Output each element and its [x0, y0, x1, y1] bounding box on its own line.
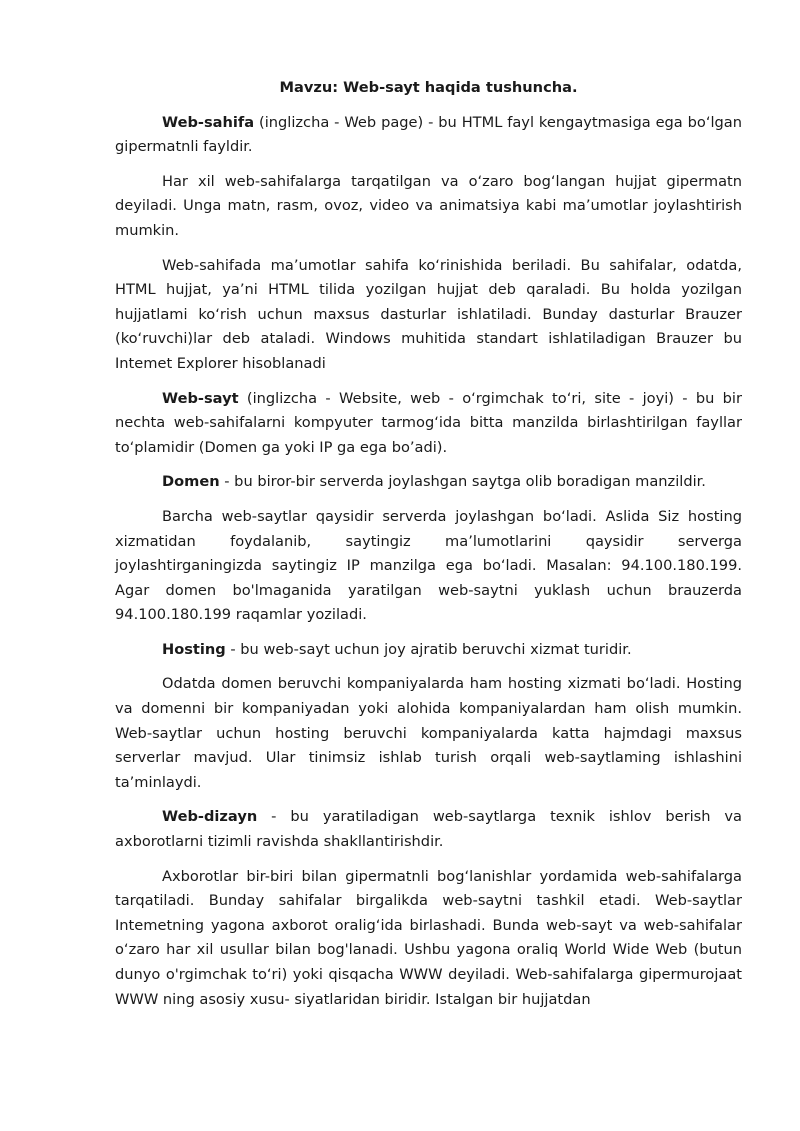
paragraph-web-sahifa: [115, 111, 742, 160]
term-domen: Domen: [162, 473, 220, 491]
paragraph-text: Web-sahifada ma’umotlar sahifa ko‘rinishida beriladi. Bu sahifalar, odatda, HTML hujjat, ya’ni HTML tilida yozilgan hujjat deb qaraladi. Bu holda yozilgan hujjatlami ko‘rish uchun maxsus dasturlar ishlatiladi. Bunday dasturlar Brauzer (ko‘ruvchi)lar deb ataladi. Windows muhitida standart ishlatiladigan Brauzer bu Intemet Explorer hisoblanadi: [115, 256, 742, 372]
paragraph-text: - bu yaratiladigan web-saytlarga texnik ishlov berish va axborotlarni tizimli ravishda shakllantirishdir.: [115, 808, 742, 851]
document-page: [115, 76, 742, 1022]
term-hosting: Hosting: [162, 640, 226, 658]
paragraph-text: Har xil web-sahifalarga tarqatilgan va o‘zaro bog‘langan hujjat gipermatn deyiladi. Unga matn, rasm, ovoz, video va animatsiya kabi ma’umotlar joylashtirish mumkin.: [115, 172, 742, 239]
paragraph-domen: [115, 470, 742, 495]
paragraph-text: Odatda domen beruvchi kompaniyalarda ham hosting xizmati bo‘ladi. Hosting va domenni bir kompaniyadan yoki alohida kompaniyalardan ham olish mumkin. Web-saytlar uchun hosting beruvchi kompaniyalarda katta hajmdagi maxsus serverlar mavjud. Ular tinimsiz ishlab turish orqali web-saytlaming ishlashini ta’minlaydi.: [115, 675, 742, 791]
paragraph-hosting: [115, 638, 742, 663]
paragraph-text: - bu biror-bir serverda joylashgan saytga olib boradigan manzildir.: [219, 473, 706, 491]
term-web-dizayn: Web-dizayn: [162, 808, 258, 826]
paragraph-hosting-kompaniya: [115, 672, 742, 795]
paragraph-text: (inglizcha - Web page) - bu HTML fayl kengaytmasiga ega bo‘lgan gipermatnli fayldir.: [115, 113, 742, 156]
paragraph-text: Axborotlar bir-biri bilan gipermatnli bog‘lanishlar yordamida web-sahifalarga tarqatiladi. Bunday sahifalar birgalikda web-saytni tashkil etadi. Web-saytlar Intemetning yagona axborot oralig‘ida birlashadi. Bunda web-sayt va web-sahifalar o‘zaro har xil usullar bilan bog'lanadi. Ushbu yagona oraliq World Wide Web (butun dunyo o'rgimchak to‘ri) yoki qisqacha WWW deyiladi. Web-sahifalarga gipermurojaat WWW ning asosiy xusu- siyatlaridan biridir. Istalgan bir hujjatdan: [115, 867, 742, 1008]
paragraph-text: (inglizcha - Website, web - o‘rgimchak to‘ri, site - joyi) - bu bir nechta web-sahifalarni kompyuter tarmog‘ida bitta manzilda birlashtirilgan fayllar to‘plamidir (Domen ga yoki IP ga ega bo’adi).: [115, 389, 742, 456]
paragraph-web-dizayn: [115, 805, 742, 854]
paragraph-text: - bu web-sayt uchun joy ajratib beruvchi xizmat turidir.: [225, 640, 632, 658]
paragraph-www: [115, 865, 742, 1013]
paragraph-web-sayt: [115, 387, 742, 461]
paragraph-gipermatn: [115, 170, 742, 244]
document-title: Mavzu: Web-sayt haqida tushuncha.: [279, 79, 578, 96]
term-web-sahifa: Web-sahifa: [162, 113, 255, 131]
paragraph-ip-manzil: [115, 505, 742, 628]
paragraph-text: Barcha web-saytlar qaysidir serverda joylashgan bo‘ladi. Aslida Siz hosting xizmatidan foydalanib, saytingiz ma’lumotlarini qaysidir serverga joylashtirganingizda saytingiz IP manzilga ega bo‘ladi. Masalan: 94.100.180.199. Agar domen bo'lmaganida yaratilgan web-saytni yuklash uchun brauzerda 94.100.180.199 raqamlar yoziladi.: [115, 507, 742, 624]
term-web-sayt: Web-sayt: [162, 389, 239, 407]
paragraph-brauzer: [115, 254, 742, 377]
